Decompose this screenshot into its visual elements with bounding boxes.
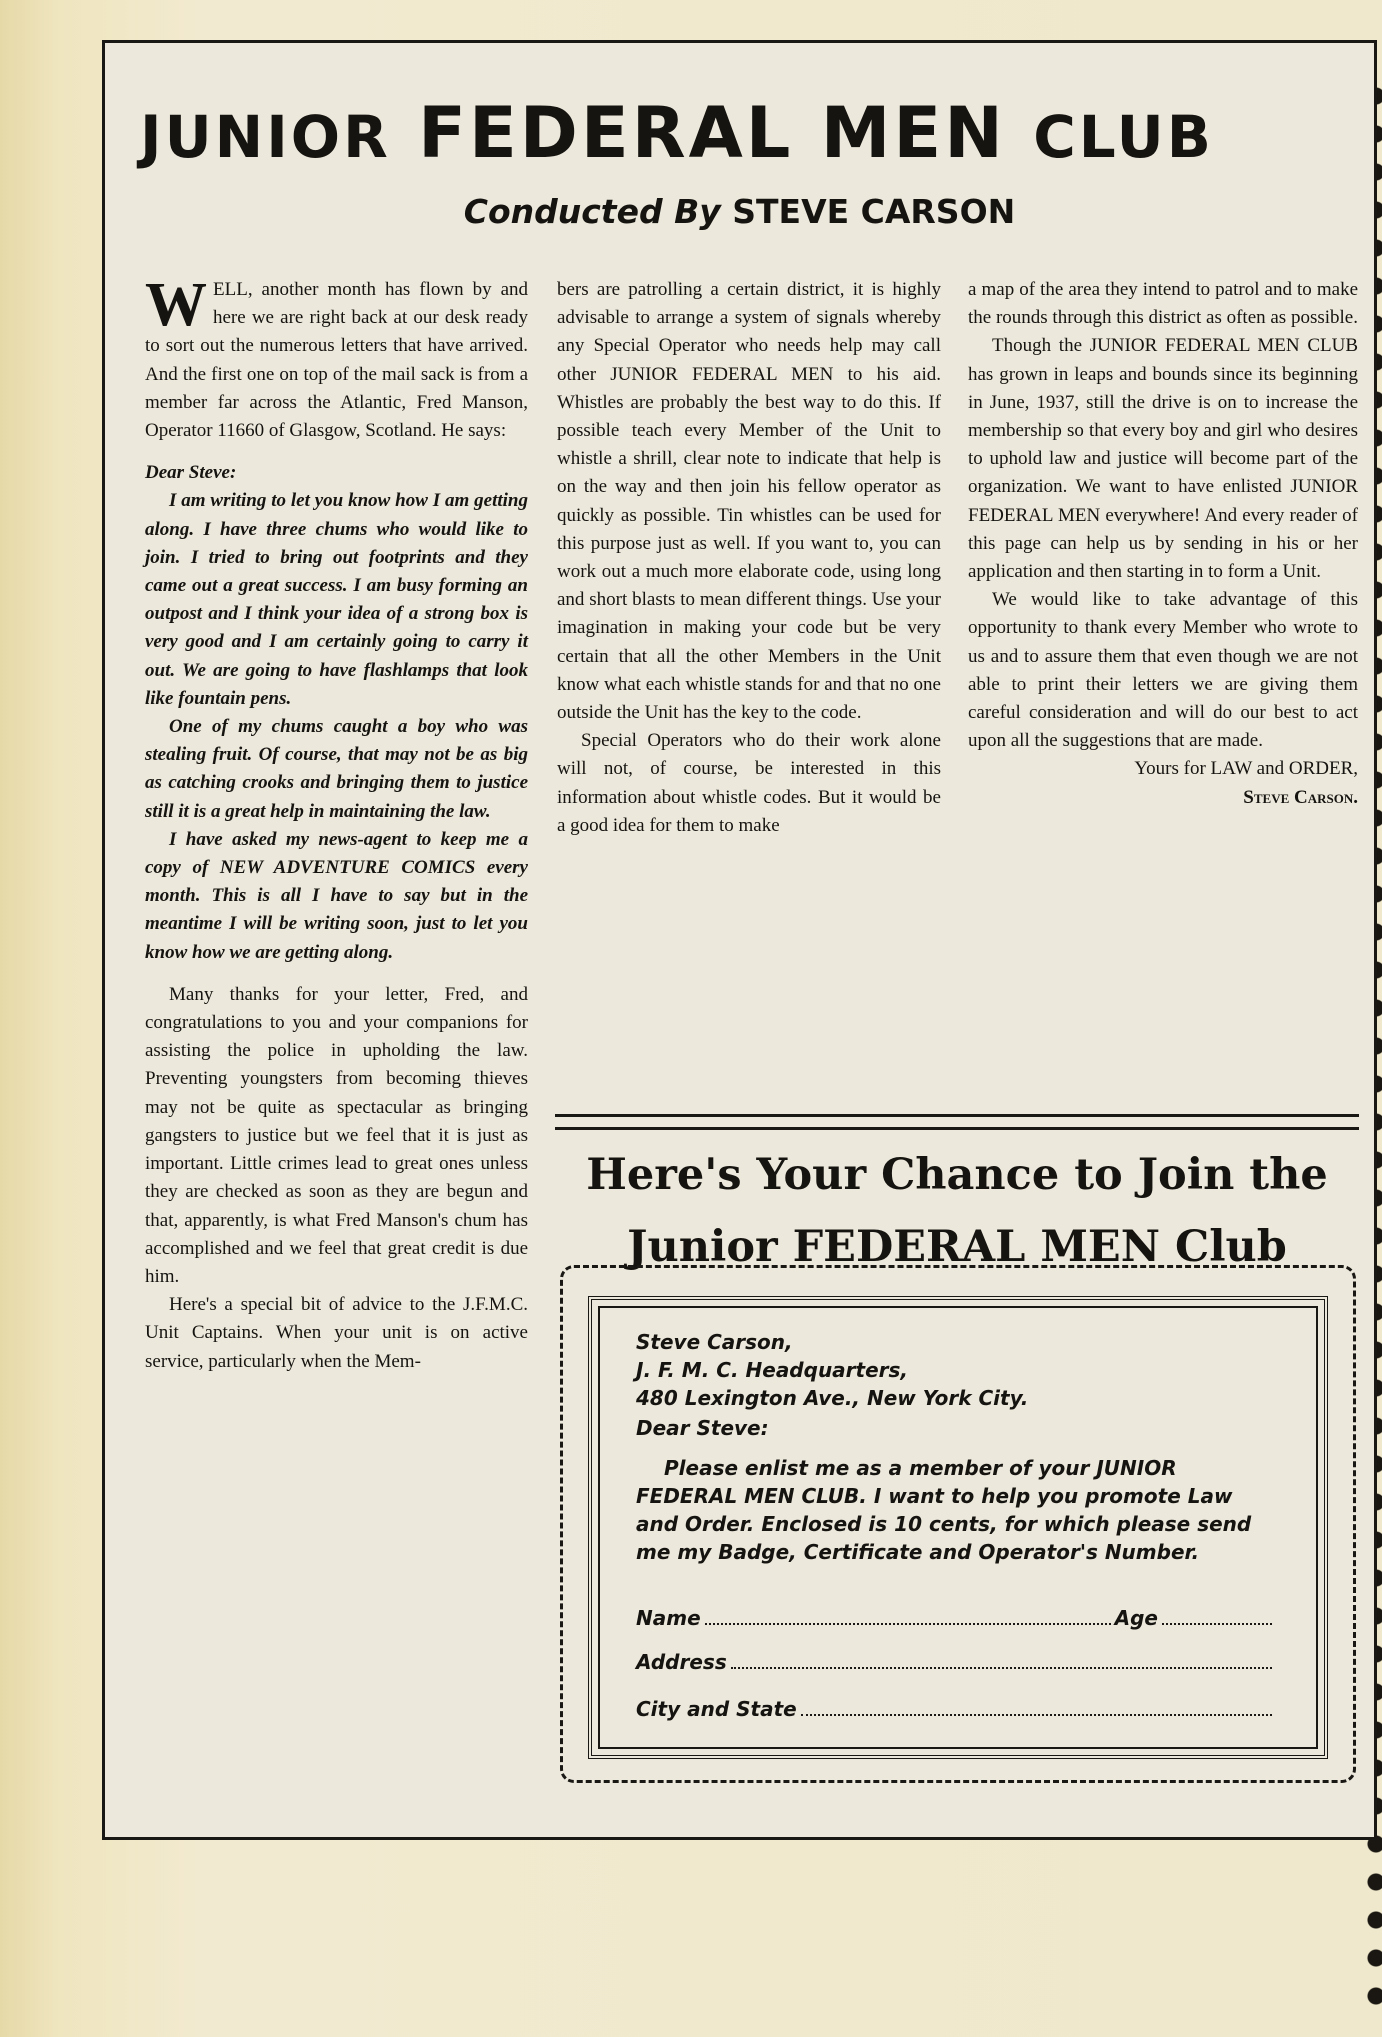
byline-name: STEVE CARSON (732, 192, 1016, 231)
address-line-3: 480 Lexington Ave., New York City. (636, 1386, 1029, 1410)
growth-paragraph: Though the JUNIOR FEDERAL MEN CLUB has grown in leaps and bounds since its beginning in June, 1937, still the drive is on to increase the membership so that every boy and girl who desires to uphold law and justice will become part of the organization. We want to have enlisted JUNIOR FEDERAL MEN everywhere! And every reader of this page can help us by sending in his or her application and then starting in to form a Unit. (968, 335, 1358, 583)
byline-prefix: Conducted By (463, 192, 721, 231)
age-field[interactable] (1162, 1622, 1272, 1625)
thanks-paragraph: We would like to take advantage of this opportunity to thank every Member who wrote to us and to assure them that even though we are not able to print their letters we are giving them careful consideration and will do our best to act upon all the suggestions that are made. (968, 589, 1358, 752)
column-1 (145, 271, 528, 1376)
letter-paragraph-1: I am writing to let you know how I am getting along. I have three chums who would like to join. I tried to bring out footprints and they came out a great success. I am busy forming an outpost and I think your idea of a strong box is very good and I am certainly going to carry it out. We are going to have flashlamps that look like fountain pens. (145, 490, 528, 709)
advice-paragraph-start: Here's a special bit of advice to the J.F.M.C. Unit Captains. When your unit is on active service, particularly when the Mem- (145, 1294, 528, 1372)
city-state-label: City and State (636, 1697, 797, 1721)
name-label: Name (636, 1606, 701, 1630)
address-line-1: Steve Carson, (636, 1330, 793, 1354)
closing-line: Yours for LAW and ORDER, (1134, 758, 1358, 780)
column-2 (557, 276, 941, 840)
column-3 (968, 276, 1358, 812)
byline (102, 192, 1377, 231)
title-federal-men: FEDERAL MEN (418, 92, 1006, 174)
address-label: Address (636, 1650, 727, 1674)
coupon-headline-1: Here's Your Chance to Join the (586, 1150, 1328, 1200)
name-age-row (636, 1606, 1276, 1630)
coupon-body: Please enlist me as a member of your JUNIOR FEDERAL MEN CLUB. I want to help you promote Law and Order. Enclosed is 10 cents, for which please send me my Badge, Certificate and Operator's Number. (636, 1456, 1252, 1564)
page-title (140, 92, 1360, 174)
intro-paragraph: WELL, another month has flown by and here we are right back at our desk ready to sort out the numerous letters that have arrived. And the first one on top of the mail sack is from a member far across the Atlantic, Fred Manson, Operator 11660 of Glasgow, Scotland. He says: (145, 271, 528, 442)
city-state-row (636, 1697, 1276, 1721)
double-rule-divider (555, 1114, 1359, 1130)
letter-salutation: Dear Steve: (145, 462, 237, 484)
advice-paragraph-continued: bers are patrolling a certain district, it is highly advisable to arrange a system of signals whereby any Special Operator who needs help may call other JUNIOR FEDERAL MEN to his aid. Whistles are probably the best way to do this. If possible teach every Member of the Unit to whistle a shrill, clear note to indicate that help is on the way and then join his fellow operator as quickly as possible. Tin whistles can be used for this purpose just as well. If you want to, you can work out a much more elaborate code, using long and short blasts to mean different things. Use your imagination in making your code but be very certain that all the other Members in the Unit know what each whistle stands for and that no one outside the Unit has the key to the code. (557, 279, 941, 724)
letter-paragraph-3: I have asked my news-agent to keep me a copy of NEW ADVENTURE COMICS every month. This is all I have to say but in the meantime I will be writing soon, just to let you know how we are getting along. (145, 828, 528, 963)
age-label: Age (1114, 1606, 1158, 1630)
coupon-salutation: Dear Steve: (636, 1416, 769, 1440)
address-row (636, 1650, 1276, 1674)
name-field[interactable] (705, 1622, 1111, 1625)
city-state-field[interactable] (801, 1713, 1272, 1716)
reply-paragraph: Many thanks for your letter, Fred, and congratulations to you and your companions for assisting the police in upholding the law. Preventing youngsters from becoming thieves may not be quite as spectacular as bringing gangsters to justice but we feel that it is just as important. Little crimes lead to great ones unless they are checked as soon as they are begun and that, apparently, is what Fred Manson's chum has accomplished and we feel that great credit is due him. (145, 983, 528, 1287)
coupon-headline-2: Junior FEDERAL MEN Club (627, 1222, 1287, 1272)
signature: Steve Carson. (1243, 786, 1358, 808)
special-operators-paragraph: Special Operators who do their work alone will not, of course, be interested in this information about whistle codes. But it would be a good idea for them to make (557, 730, 941, 836)
drop-cap: W (145, 271, 207, 339)
address-line-2: J. F. M. C. Headquarters, (636, 1358, 909, 1382)
address-field[interactable] (731, 1666, 1272, 1669)
title-junior: JUNIOR (140, 103, 391, 171)
title-club: CLUB (1033, 103, 1214, 171)
special-operators-continued: a map of the area they intend to patrol and to make the rounds through this district as often as possible. (968, 279, 1358, 329)
letter-paragraph-2: One of my chums caught a boy who was stealing fruit. Of course, that may not be as big as catching crooks and bringing them to justice still it is a great help in maintaining the law. (145, 716, 528, 822)
coupon-address (636, 1328, 1276, 1412)
